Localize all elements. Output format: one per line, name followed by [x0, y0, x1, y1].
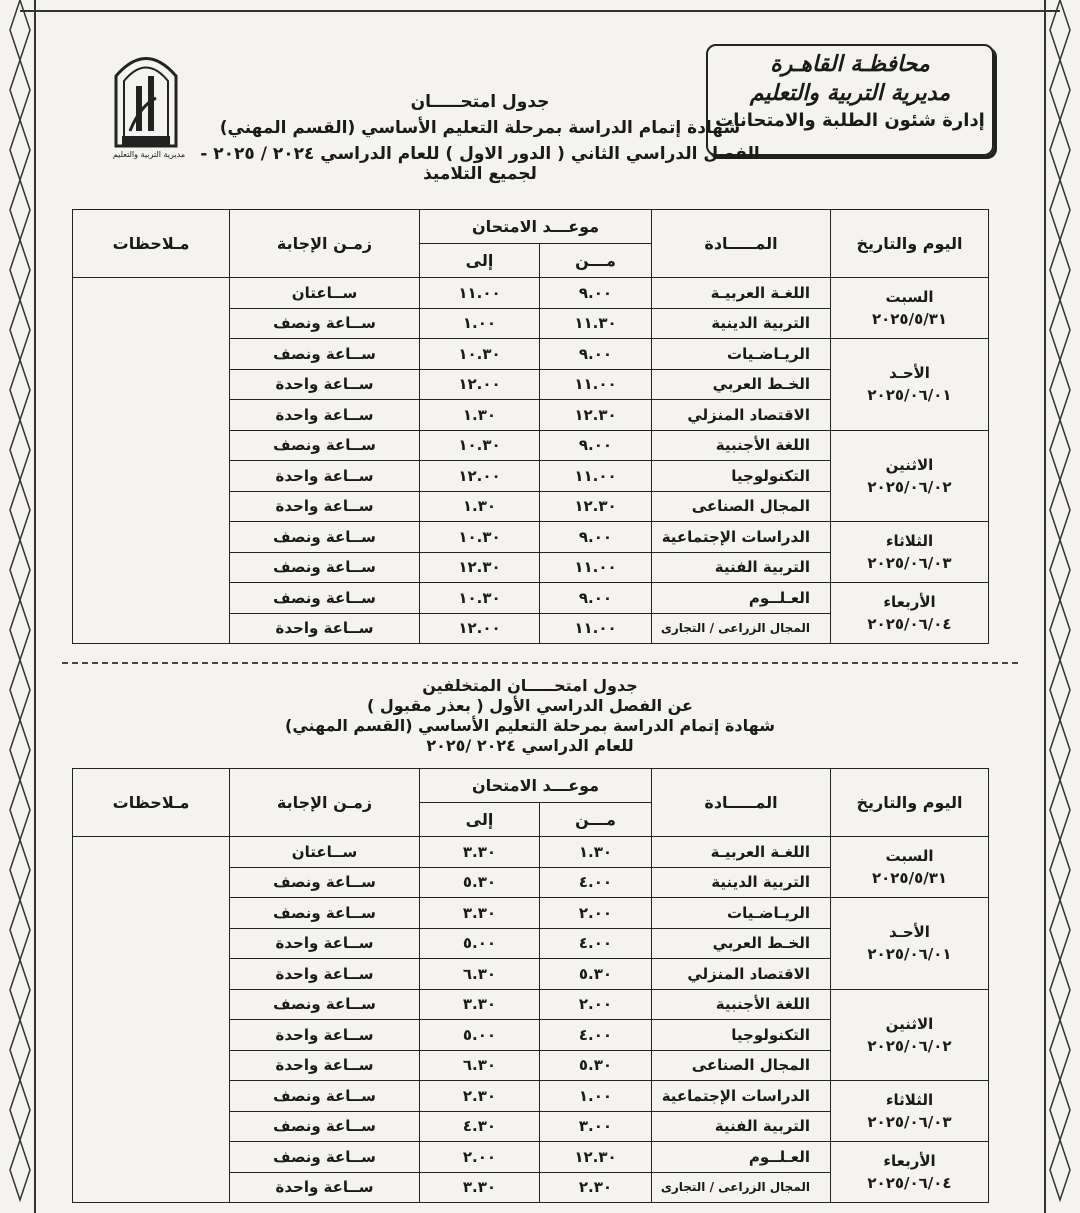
day-name: الأربعاء	[883, 1152, 936, 1170]
to-time-cell: ١٠.٣٠	[420, 339, 540, 370]
subject-cell: التكنولوجيا	[652, 461, 831, 492]
day-name: الاثنين	[885, 455, 934, 474]
day-date-cell	[831, 1081, 989, 1142]
table-row	[73, 278, 989, 309]
department-name: إدارة شئون الطلبة والامتحانات	[715, 110, 985, 131]
subject-cell: العـلــوم	[652, 583, 831, 614]
subject-cell: الريـاضـيات	[652, 339, 831, 370]
to-time-cell: ٢.٠٠	[420, 1142, 540, 1173]
from-time-cell: ١١.٠٠	[540, 461, 652, 492]
to-time-cell: ١.٠٠	[420, 308, 540, 339]
from-time-cell: ٢.٣٠	[540, 1172, 652, 1203]
day-name: الأحـد	[889, 364, 930, 383]
subject-cell: التربية الدينية	[652, 867, 831, 898]
schedule1-title-block	[200, 92, 760, 184]
duration-cell: ســاعة ونصف	[230, 898, 420, 929]
duration-cell: ســاعة ونصف	[230, 430, 420, 461]
schedule1-term-line: الفصل الدراسي الثاني ( الدور الاول ) للعام الدراسي ٢٠٢٤ / ٢٠٢٥ - لجميع التلاميذ	[200, 144, 760, 184]
day-name: الثلاثاء	[885, 1091, 934, 1109]
subject-cell: الخـط العربي	[652, 369, 831, 400]
exam-date: ٢٠٢٥/٥/٣١	[871, 310, 948, 328]
to-time-cell: ١٠.٣٠	[420, 583, 540, 614]
from-time-cell: ١١.٠٠	[540, 552, 652, 583]
subject-cell: اللغة الأجنبية	[652, 430, 831, 461]
to-time-cell: ١٢.٠٠	[420, 613, 540, 644]
header-to: إلى	[420, 803, 540, 837]
subject-cell: اللغـة العربيـة	[652, 278, 831, 309]
day-name: السبت	[885, 288, 934, 306]
to-time-cell: ١٠.٣٠	[420, 430, 540, 461]
exam-date: ٢٠٢٥/٠٦/٠٢	[867, 1036, 952, 1055]
subject-cell: التربية الدينية	[652, 308, 831, 339]
to-time-cell: ٥.٠٠	[420, 1020, 540, 1051]
duration-cell: ســاعتان	[230, 837, 420, 868]
from-time-cell: ٩.٠٠	[540, 583, 652, 614]
day-date-cell	[831, 430, 989, 522]
from-time-cell: ١.٠٠	[540, 1081, 652, 1112]
from-time-cell: ١١.٠٠	[540, 369, 652, 400]
from-time-cell: ١١.٣٠	[540, 308, 652, 339]
day-name: الأربعاء	[883, 593, 936, 611]
exam-date: ٢٠٢٥/٠٦/٠٤	[867, 1174, 952, 1192]
from-time-cell: ١.٣٠	[540, 837, 652, 868]
header-duration: زمـن الإجابة	[230, 210, 420, 278]
day-name: الأحـد	[889, 923, 930, 942]
top-border-rule	[20, 10, 1060, 12]
schedule2-title-block	[260, 676, 800, 756]
right-ornamental-border	[1044, 0, 1074, 1213]
duration-cell: ســاعة واحدة	[230, 1020, 420, 1051]
from-time-cell: ١٢.٣٠	[540, 491, 652, 522]
to-time-cell: ٦.٣٠	[420, 959, 540, 990]
exam-date: ٢٠٢٥/٥/٣١	[871, 869, 948, 887]
from-time-cell: ٩.٠٠	[540, 339, 652, 370]
duration-cell: ســاعة ونصف	[230, 1111, 420, 1142]
duration-cell: ســاعة واحدة	[230, 928, 420, 959]
exam-date: ٢٠٢٥/٠٦/٠١	[867, 945, 952, 964]
subject-cell: الدراسات الإجتماعية	[652, 1081, 831, 1112]
to-time-cell: ٦.٣٠	[420, 1050, 540, 1081]
header-exam-time: موعـــد الامتحان	[420, 210, 652, 244]
table-row	[73, 837, 989, 868]
subject-cell: التكنولوجيا	[652, 1020, 831, 1051]
to-time-cell: ٣.٣٠	[420, 989, 540, 1020]
from-time-cell: ٤.٠٠	[540, 1020, 652, 1051]
schedule1-table	[72, 209, 989, 644]
day-date-cell	[831, 278, 989, 339]
from-time-cell: ٩.٠٠	[540, 522, 652, 553]
schedule2-line2: عن الفصل الدراسي الأول ( بعذر مقبول )	[367, 696, 693, 715]
to-time-cell: ٤.٣٠	[420, 1111, 540, 1142]
schedule2-line4: للعام الدراسي ٢٠٢٤ /٢٠٢٥	[426, 736, 634, 755]
governorate-name: محافظـة القاهـرة	[770, 52, 930, 77]
day-name: الاثنين	[885, 1014, 934, 1033]
duration-cell: ســاعة واحدة	[230, 1050, 420, 1081]
duration-cell: ســاعة ونصف	[230, 867, 420, 898]
subject-cell: الريـاضـيات	[652, 898, 831, 929]
subject-cell: الخـط العربي	[652, 928, 831, 959]
from-time-cell: ١٢.٣٠	[540, 1142, 652, 1173]
to-time-cell: ١.٣٠	[420, 491, 540, 522]
duration-cell: ســاعة ونصف	[230, 1081, 420, 1112]
header-notes: مـلاحظات	[73, 210, 230, 278]
from-time-cell: ١١.٠٠	[540, 613, 652, 644]
from-time-cell: ٢.٠٠	[540, 898, 652, 929]
to-time-cell: ٣.٣٠	[420, 1172, 540, 1203]
header-exam-time: موعـــد الامتحان	[420, 769, 652, 803]
to-time-cell: ١١.٠٠	[420, 278, 540, 309]
to-time-cell: ١٢.٣٠	[420, 552, 540, 583]
duration-cell: ســاعة ونصف	[230, 583, 420, 614]
day-date-cell	[831, 522, 989, 583]
duration-cell: ســاعتان	[230, 278, 420, 309]
subject-cell: الاقتصاد المنزلي	[652, 959, 831, 990]
header-from: مـــن	[540, 803, 652, 837]
schedule1-subtitle: شهادة إتمام الدراسة بمرحلة التعليم الأساسي (القسم المهني)	[219, 118, 741, 138]
to-time-cell: ١٢.٠٠	[420, 369, 540, 400]
directorate-name: مديرية التربية والتعليم	[749, 81, 951, 106]
duration-cell: ســاعة ونصف	[230, 989, 420, 1020]
exam-date: ٢٠٢٥/٠٦/٠٣	[867, 554, 952, 572]
from-time-cell: ٩.٠٠	[540, 430, 652, 461]
duration-cell: ســاعة ونصف	[230, 522, 420, 553]
day-name: السبت	[885, 847, 934, 865]
schedule2-line3: شهادة إتمام الدراسة بمرحلة التعليم الأساسي (القسم المهني)	[285, 716, 775, 735]
day-date-cell	[831, 339, 989, 431]
subject-cell: المجال الزراعى / التجارى	[652, 613, 831, 644]
duration-cell: ســاعة واحدة	[230, 400, 420, 431]
exam-date: ٢٠٢٥/٠٦/٠٤	[867, 615, 952, 633]
duration-cell: ســاعة ونصف	[230, 552, 420, 583]
left-ornamental-border	[6, 0, 36, 1213]
to-time-cell: ٥.٣٠	[420, 867, 540, 898]
subject-cell: المجال الزراعى / التجارى	[652, 1172, 831, 1203]
to-time-cell: ١٠.٣٠	[420, 522, 540, 553]
header-day-date: اليوم والتاريخ	[831, 769, 989, 837]
duration-cell: ســاعة واحدة	[230, 1172, 420, 1203]
to-time-cell: ٢.٣٠	[420, 1081, 540, 1112]
subject-cell: الدراسات الإجتماعية	[652, 522, 831, 553]
notes-cell	[73, 278, 230, 644]
duration-cell: ســاعة واحدة	[230, 959, 420, 990]
day-date-cell	[831, 837, 989, 898]
notes-cell	[73, 837, 230, 1203]
duration-cell: ســاعة واحدة	[230, 369, 420, 400]
duration-cell: ســاعة ونصف	[230, 308, 420, 339]
to-time-cell: ١.٣٠	[420, 400, 540, 431]
duration-cell: ســاعة ونصف	[230, 1142, 420, 1173]
exam-date: ٢٠٢٥/٠٦/٠٣	[867, 1113, 952, 1131]
to-time-cell: ٣.٣٠	[420, 898, 540, 929]
day-name: الثلاثاء	[885, 532, 934, 550]
from-time-cell: ٤.٠٠	[540, 867, 652, 898]
schedule2-table	[72, 768, 989, 1203]
subject-cell: الاقتصاد المنزلي	[652, 400, 831, 431]
from-time-cell: ٣.٠٠	[540, 1111, 652, 1142]
to-time-cell: ١٢.٠٠	[420, 461, 540, 492]
duration-cell: ســاعة واحدة	[230, 613, 420, 644]
from-time-cell: ٢.٠٠	[540, 989, 652, 1020]
day-date-cell	[831, 1142, 989, 1203]
subject-cell: العـلــوم	[652, 1142, 831, 1173]
section-divider	[62, 662, 1018, 664]
to-time-cell: ٣.٣٠	[420, 837, 540, 868]
header-to: إلى	[420, 244, 540, 278]
header-from: مـــن	[540, 244, 652, 278]
to-time-cell: ٥.٠٠	[420, 928, 540, 959]
subject-cell: المجال الصناعى	[652, 491, 831, 522]
exam-date: ٢٠٢٥/٠٦/٠٢	[867, 477, 952, 496]
schedule1-title: جدول امتحـــــان	[410, 92, 550, 112]
subject-cell: اللغة الأجنبية	[652, 989, 831, 1020]
subject-cell: التربية الفنية	[652, 1111, 831, 1142]
logo-caption: مديرية التربية والتعليم	[112, 150, 186, 159]
from-time-cell: ٩.٠٠	[540, 278, 652, 309]
schedule2-title: جدول امتحـــــان المتخلفين	[422, 676, 638, 695]
exam-date: ٢٠٢٥/٠٦/٠١	[867, 386, 952, 405]
header-duration: زمـن الإجابة	[230, 769, 420, 837]
header-subject: المـــــادة	[652, 210, 831, 278]
day-date-cell	[831, 898, 989, 990]
duration-cell: ســاعة ونصف	[230, 339, 420, 370]
day-date-cell	[831, 583, 989, 644]
duration-cell: ســاعة واحدة	[230, 491, 420, 522]
header-notes: مـلاحظات	[73, 769, 230, 837]
subject-cell: المجال الصناعى	[652, 1050, 831, 1081]
from-time-cell: ٥.٣٠	[540, 959, 652, 990]
from-time-cell: ٥.٣٠	[540, 1050, 652, 1081]
duration-cell: ســاعة واحدة	[230, 461, 420, 492]
from-time-cell: ١٢.٣٠	[540, 400, 652, 431]
from-time-cell: ٤.٠٠	[540, 928, 652, 959]
header-day-date: اليوم والتاريخ	[831, 210, 989, 278]
day-date-cell	[831, 989, 989, 1081]
subject-cell: اللغـة العربيـة	[652, 837, 831, 868]
header-subject: المـــــادة	[652, 769, 831, 837]
subject-cell: التربية الفنية	[652, 552, 831, 583]
